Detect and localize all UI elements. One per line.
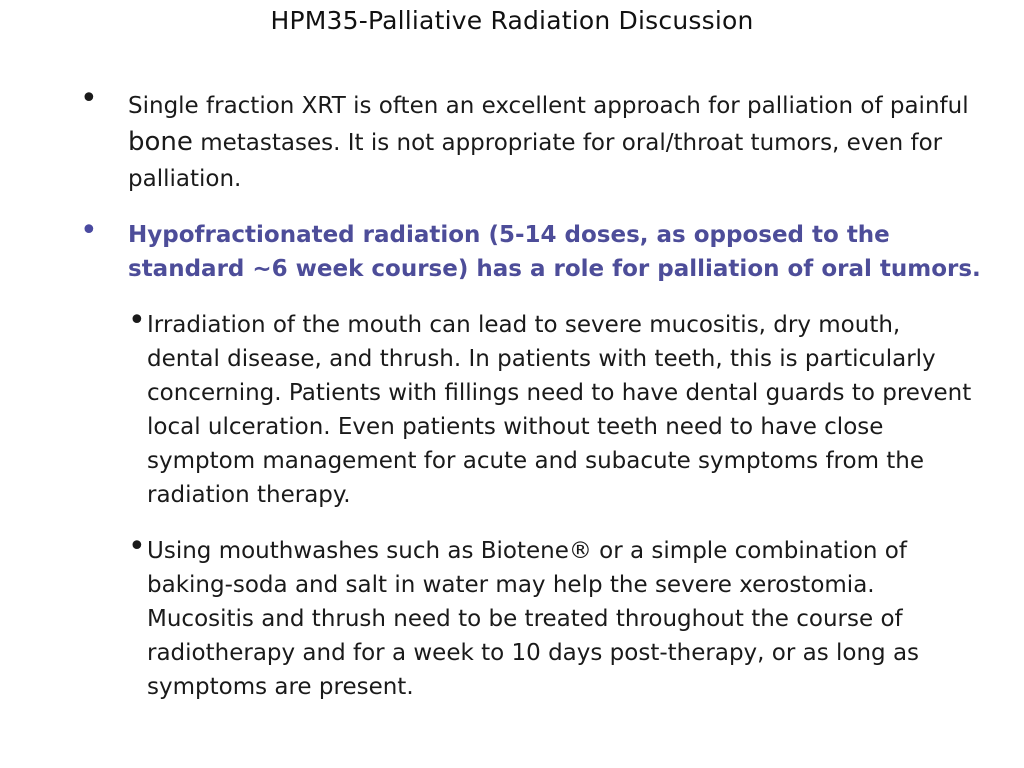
bullet-text-highlighted: Hypofractionated radiation (5-14 doses, as opposed to the standard ~6 week course) has a role for palliation of oral tumors. — [128, 222, 981, 282]
slide-title: HPM35-Palliative Radiation Discussion — [270, 6, 754, 35]
bullet-marker: • — [80, 81, 98, 116]
sub-bullet-mouthwashes — [128, 529, 978, 704]
bullet-text — [128, 88, 988, 197]
sub-bullet-marker: • — [128, 303, 146, 338]
bullet-text-before: Single fraction XRT is often an excellent approach for palliation of painful — [128, 93, 969, 119]
bullet-marker: • — [80, 213, 98, 248]
bullet-emphasis-word: bone — [128, 127, 193, 157]
sub-bullet-marker: • — [128, 529, 146, 564]
bullet-text-after: metastases. It is not appropriate for oral/throat tumors, even for palliation. — [128, 130, 943, 192]
sub-bullet-text: Using mouthwashes such as Biotene® or a simple combination of baking-soda and salt in water may help the severe xerostomia. Mucositis and thrush need to be treated throughout the course of radiotherapy and for a week to 10 days post-therapy, or as long as symptoms are present. — [147, 538, 920, 700]
sub-bullet-irradiation — [128, 303, 978, 512]
sub-bullet-text: Irradiation of the mouth can lead to severe mucositis, dry mouth, dental disease, and thrush. In patients with teeth, this is particularly concerning. Patients with fillings need to have dental guards to prevent local ulceration. Even patients without teeth need to have close symptom management for acute and subacute symptoms from the radiation therapy. — [147, 312, 972, 508]
